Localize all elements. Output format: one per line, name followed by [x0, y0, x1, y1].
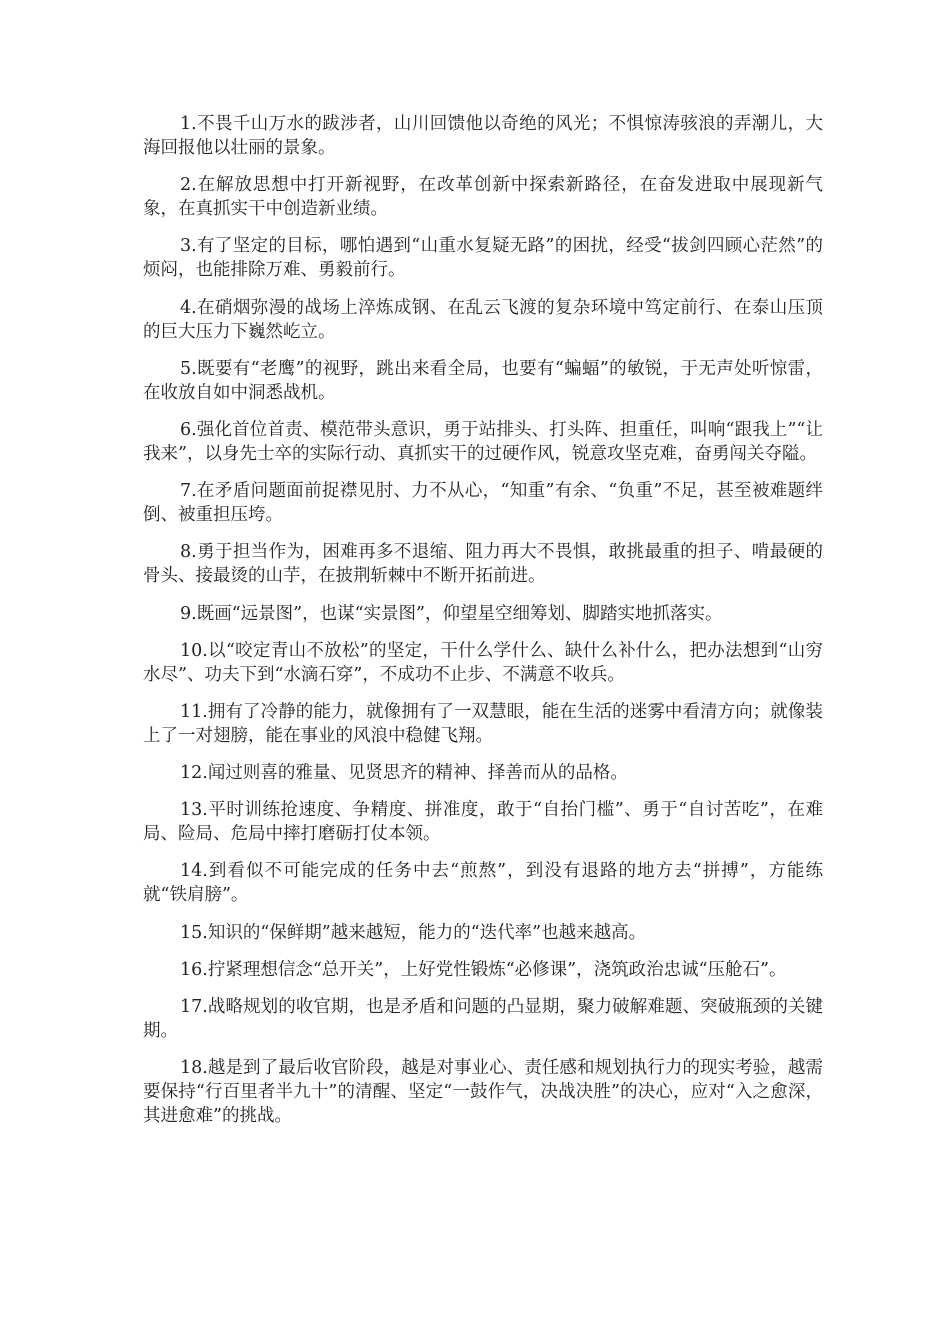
paragraph-2: 2.在解放思想中打开新视野，在改革创新中探索新路径，在奋发进取中展现新气象，在真抓实干中创造新业绩。 — [143, 175, 823, 220]
paragraph-3: 3.有了坚定的目标，哪怕遇到“山重水复疑无路”的困扰，经受“拔剑四顾心茫然”的烦闷，也能排除万难、勇毅前行。 — [143, 236, 823, 281]
paragraph-6: 6.强化首位首责、模范带头意识，勇于站排头、打头阵、担重任，叫响“跟我上”“让我来”，以身先士卒的实际行动、真抓实干的过硬作风，锐意攻坚克难，奋勇闯关夺隘。 — [143, 419, 823, 464]
paragraph-16: 16.拧紧理想信念“总开关”，上好党性锻炼“必修课”，浇筑政治忠诚“压舱石”。 — [180, 959, 787, 980]
paragraph-8: 8.勇于担当作为，困难再多不退缩、阻力再大不畏惧，敢挑最重的担子、啃最硬的骨头、接最烫的山芋，在披荆斩棘中不断开拓前进。 — [143, 542, 823, 587]
paragraph-15: 15.知识的“保鲜期”越来越短，能力的“迭代率”也越来越高。 — [180, 922, 647, 943]
paragraph-14: 14.到看似不可能完成的任务中去“煎熬”，到没有退路的地方去“拼搏”，方能练就“铁肩膀”。 — [143, 861, 823, 906]
paragraph-13: 13.平时训练抢速度、争精度、拼准度，敢于“自抬门槛”、勇于“自讨苦吃”，在难局、险局、危局中摔打磨砺打仗本领。 — [143, 800, 823, 845]
paragraph-10: 10.以“咬定青山不放松”的坚定，干什么学什么、缺什么补什么，把办法想到“山穷水尽”、功夫下到“水滴石穿”，不成功不止步、不满意不收兵。 — [143, 640, 823, 685]
paragraph-11: 11.拥有了冷静的能力，就像拥有了一双慧眼，能在生活的迷雾中看清方向；就像装上了一对翅膀，能在事业的风浪中稳健飞翔。 — [143, 701, 823, 746]
paragraph-5: 5.既要有“老鹰”的视野，跳出来看全局，也要有“蝙蝠”的敏锐，于无声处听惊雷，在收放自如中洞悉战机。 — [143, 358, 823, 403]
paragraph-9: 9.既画“远景图”，也谋“实景图”，仰望星空细筹划、脚踏实地抓落实。 — [180, 603, 723, 624]
paragraph-1: 1.不畏千山万水的跋涉者，山川回馈他以奇绝的风光；不惧惊涛骇浪的弄潮儿，大海回报他以壮丽的景象。 — [143, 114, 823, 158]
paragraph-7: 7.在矛盾问题面前捉襟见肘、力不从心，“知重”有余、“负重”不足，甚至被难题绊倒、被重担压垮。 — [143, 481, 823, 526]
document-page — [143, 112, 823, 1141]
paragraph-18: 18.越是到了最后收官阶段，越是对事业心、责任感和规划执行力的现实考验，越需要保持“行百里者半九十”的清醒、坚定“一鼓作气，决战决胜”的决心，应对“入之愈深，其进愈难”的挑战。 — [143, 1058, 823, 1127]
paragraph-12: 12.闻过则喜的雅量、见贤思齐的精神、择善而从的品格。 — [180, 763, 628, 784]
paragraph-4: 4.在硝烟弥漫的战场上淬炼成钢、在乱云飞渡的复杂环境中笃定前行、在泰山压顶的巨大压力下巍然屹立。 — [143, 297, 823, 342]
paragraph-17: 17.战略规划的收官期，也是矛盾和问题的凸显期，聚力破解难题、突破瓶颈的关键期。 — [143, 997, 823, 1041]
